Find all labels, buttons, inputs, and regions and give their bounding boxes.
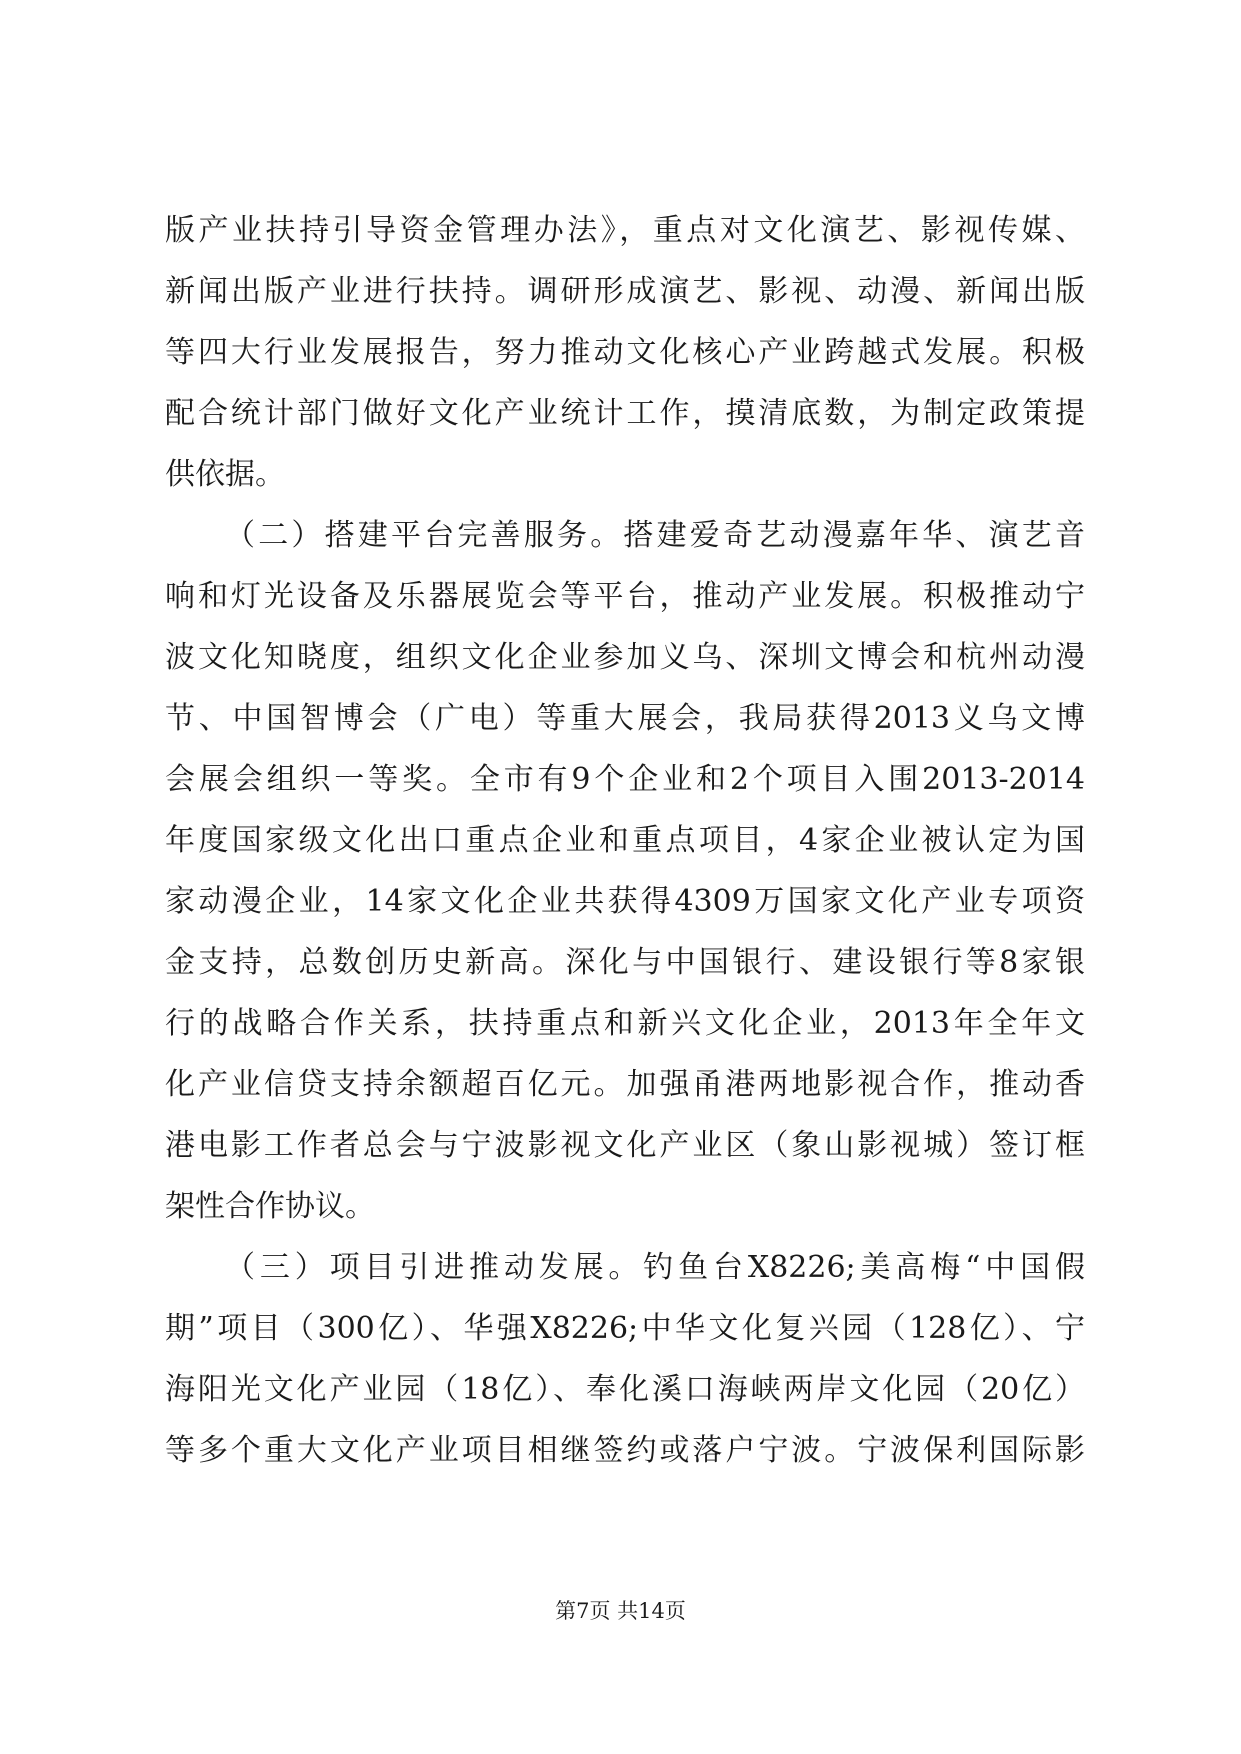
text-line: 化产业信贷支持余额超百亿元。加强甬港两地影视合作，推动香 bbox=[165, 1067, 1085, 1102]
text-line: 波文化知晓度，组织文化企业参加义乌、深圳文博会和杭州动漫 bbox=[165, 640, 1085, 675]
text-line: 响和灯光设备及乐器展览会等平台，推动产业发展。积极推动宁 bbox=[165, 579, 1085, 614]
paragraph-end-line: 供依据。 bbox=[165, 457, 285, 492]
text-line: 金支持，总数创历史新高。深化与中国银行、建设银行等8家银 bbox=[165, 945, 1085, 980]
text-line: 期”项目（300亿）、华强X8226;中华文化复兴园（128亿）、宁 bbox=[165, 1311, 1085, 1346]
text-line: 港电影工作者总会与宁波影视文化产业区（象山影视城）签订框 bbox=[165, 1128, 1085, 1163]
paragraph-start-line: （二）搭建平台完善服务。搭建爱奇艺动漫嘉年华、演艺音 bbox=[225, 518, 1085, 553]
paragraph-end-line: 架性合作协议。 bbox=[165, 1189, 375, 1224]
text-line: 会展会组织一等奖。全市有9个企业和2个项目入围2013-2014 bbox=[165, 762, 1085, 797]
text-line: 年度国家级文化出口重点企业和重点项目，4家企业被认定为国 bbox=[165, 823, 1085, 858]
paragraph-start-line: （三）项目引进推动发展。钓鱼台X8226;美高梅“中国假 bbox=[225, 1250, 1085, 1285]
page-footer bbox=[0, 1596, 1241, 1626]
text-line: 行的战略合作关系，扶持重点和新兴文化企业，2013年全年文 bbox=[165, 1006, 1085, 1041]
text-line: 等多个重大文化产业项目相继签约或落户宁波。宁波保利国际影 bbox=[165, 1433, 1085, 1468]
text-line: 新闻出版产业进行扶持。调研形成演艺、影视、动漫、新闻出版 bbox=[165, 274, 1085, 309]
text-line: 版产业扶持引导资金管理办法》，重点对文化演艺、影视传媒、 bbox=[165, 213, 1085, 248]
body-text bbox=[165, 200, 1085, 1481]
text-line: 节、中国智博会（广电）等重大展会，我局获得2013义乌文博 bbox=[165, 701, 1085, 736]
text-line: 配合统计部门做好文化产业统计工作，摸清底数，为制定政策提 bbox=[165, 396, 1085, 431]
page-number-label: 第7页 共14页 bbox=[555, 1599, 686, 1623]
text-line: 海阳光文化产业园（18亿）、奉化溪口海峡两岸文化园（20亿） bbox=[165, 1372, 1085, 1407]
text-line: 等四大行业发展报告，努力推动文化核心产业跨越式发展。积极 bbox=[165, 335, 1085, 370]
text-line: 家动漫企业，14家文化企业共获得4309万国家文化产业专项资 bbox=[165, 884, 1085, 919]
